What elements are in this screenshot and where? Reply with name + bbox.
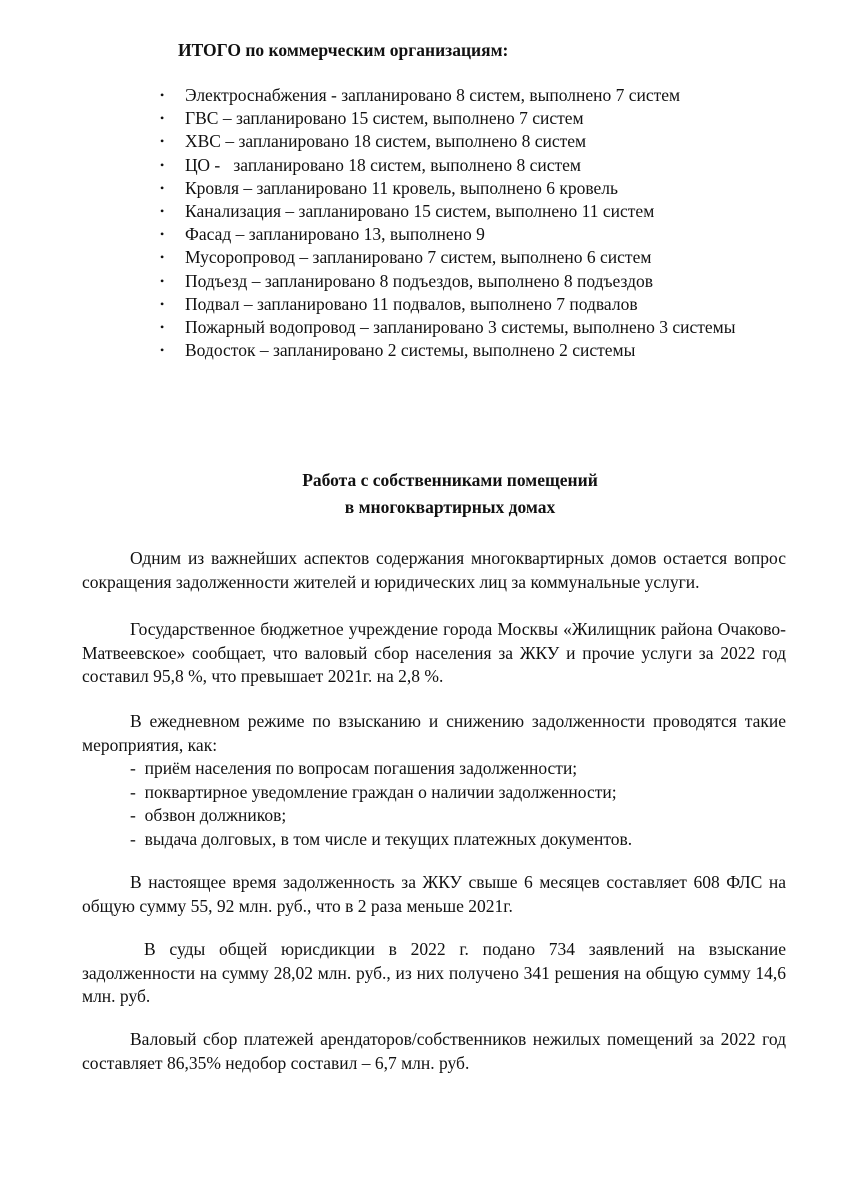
paragraph-daily-measures: В ежедневном режиме по взысканию и снижению задолженности проводятся такие мероприятия, как: [82, 711, 786, 755]
paragraph-non-residential: Валовый сбор платежей арендаторов/собственников нежилых помещений за 2022 год составляет 86,35% недобор составил – 6,7 млн. руб. [82, 1029, 786, 1073]
list-item [160, 270, 780, 293]
list-item-text: ЦО - запланировано 18 систем, выполнено 8 систем [185, 154, 581, 175]
measures-list [130, 757, 780, 851]
list-item [160, 154, 780, 177]
bullet-icon: • [160, 296, 165, 311]
section-title-line: Работа с собственниками помещений [302, 470, 598, 490]
list-item-text: ХВС – запланировано 18 систем, выполнено 8 систем [185, 131, 587, 152]
bullet-icon: • [160, 273, 165, 288]
list-item-text: Канализация – запланировано 15 систем, выполнено 11 систем [185, 201, 655, 222]
bullet-icon: • [160, 204, 165, 219]
list-item: - приём населения по вопросам погашения задолженности; [130, 758, 578, 778]
summary-list [160, 84, 780, 362]
list-item-text: Водосток – запланировано 2 системы, выполнено 2 системы [185, 340, 636, 361]
bullet-icon: • [160, 227, 165, 242]
list-item-text: Кровля – запланировано 11 кровель, выполнено 6 кровель [185, 177, 618, 198]
list-item [160, 246, 780, 269]
section-title-line: в многоквартирных домах [344, 497, 556, 517]
list-item-text: Фасад – запланировано 13, выполнено 9 [185, 224, 485, 245]
bullet-icon: • [160, 320, 165, 335]
bullet-icon: • [160, 88, 165, 102]
list-item [160, 200, 780, 223]
list-item [160, 107, 780, 130]
list-item-text: Электроснабжения - запланировано 8 систем, выполнено 7 систем [185, 85, 681, 105]
list-item [160, 223, 780, 246]
summary-heading: ИТОГО по коммерческим организациям: [178, 40, 509, 60]
list-item: - поквартирное уведомление граждан о наличии задолженности; [130, 781, 617, 802]
section-title [0, 467, 848, 521]
paragraph-debt-importance: Одним из важнейших аспектов содержания многоквартирных домов остается вопрос сокращения задолженности жителей и юридических лиц за коммунальные услуги. [82, 548, 786, 592]
list-item: - обзвон должников; [130, 805, 287, 825]
list-item [160, 293, 780, 316]
list-item [160, 316, 780, 339]
list-item-text: Подвал – запланировано 11 подвалов, выполнено 7 подвалов [185, 293, 638, 314]
bullet-icon: • [160, 111, 165, 126]
bullet-icon: • [160, 134, 165, 149]
paragraph-court-claims: В суды общей юрисдикции в 2022 г. подано 734 заявлений на взыскание задолженности на сумму 28,02 млн. руб., из них получено 341 решения на общую сумму 14,6 млн. руб. [82, 939, 786, 1006]
bullet-icon: • [160, 343, 165, 358]
paragraph-current-debt: В настоящее время задолженность за ЖКУ свыше 6 месяцев составляет 608 ФЛС на общую сумму 55, 92 млн. руб., что в 2 раза меньше 2021г. [82, 872, 786, 916]
list-item [160, 177, 780, 200]
list-item [160, 339, 780, 362]
list-item-text: ГВС – запланировано 15 систем, выполнено 7 систем [185, 108, 584, 129]
list-item-text: Мусоропровод – запланировано 7 систем, выполнено 6 систем [185, 247, 652, 268]
bullet-icon: • [160, 180, 165, 195]
list-item: - выдача долговых, в том числе и текущих платежных документов. [130, 828, 633, 849]
list-item-text: Пожарный водопровод – запланировано 3 системы, выполнено 3 системы [185, 317, 736, 338]
list-item [160, 130, 780, 153]
list-item-text: Подъезд – запланировано 8 подъездов, выполнено 8 подъездов [185, 270, 654, 291]
paragraph-collection-rate: Государственное бюджетное учреждение города Москвы «Жилищник района Очаково-Матвеевское» сообщает, что валовый сбор населения за ЖКУ и прочие услуги за 2022 год составил 95,8 %, что превышает 2021г. на 2,8 %. [82, 619, 786, 686]
bullet-icon: • [160, 250, 165, 265]
bullet-icon: • [160, 157, 165, 172]
list-item [160, 84, 780, 107]
